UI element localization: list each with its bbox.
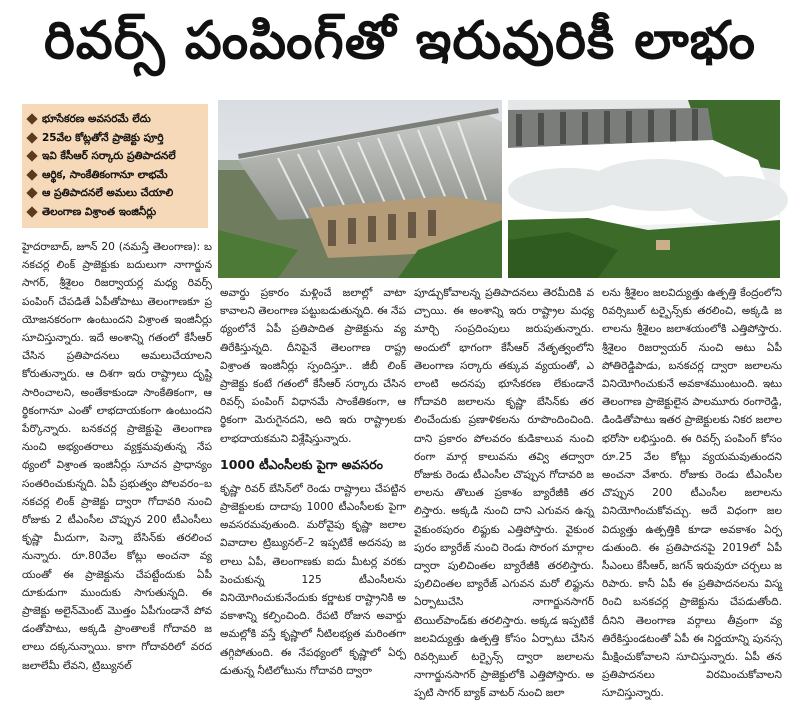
diamond-bullet-icon — [26, 132, 37, 143]
spillway-photo — [508, 100, 780, 278]
highlights-box — [22, 104, 208, 228]
diamond-bullet-icon — [26, 169, 37, 180]
article-column-2 — [220, 284, 406, 677]
dam-photo-icon — [218, 100, 502, 278]
article-subhead: 1000 టీఎంసీలకు పైగా అవసరం — [220, 456, 384, 472]
article-paragraph: లను శ్రీశైలం జలవిద్యుత్తు ఉత్పత్తి కేంద్రంలోని రివర్సిబుల్ టర్బైన్స్‌కు తరలించి, అక్కడి జలాలను శ్రీశైలం జలాశయంలోకి ఎత్తిపోస్తారు. శ్రీశైలం రిజర్వాయర్ నుంచి అటు ఏపీ పోతిరెడ్డిపాడు, బనకచర్ల ద్వారా జలాలను వినియోగించుకునే అవకాశముంటుంది. ఇటు తెలంగాణ ప్రాజెక్టులైన పాలమూరు రంగారెడ్డి, డిండితోపాటు ఇతర ప్రాజెక్టులకు నికర జలాల భరోసా లభిస్తుంది. ఈ రివర్స్ పంపింగ్ కోసం రూ.25 వేల కోట్లు వ్యయమవుతుందని అంచనా వేశారు. రోజుకు రెండు టీఎంసీల చొప్పున 200 టీఎంసీల జలాలను వినియోగించుకోవచ్చు. అదే విధంగా జలవిద్యుత్తు ఉత్పత్తికి కూడా అవకాశం ఏర్పడుతుంది. ఈ ప్రతిపాదనపై 2019లో ఏపీ సీఎంలు కేసీఆర్, జగన్ ఇరువురూ చర్చలు జరిపారు. కానీ ఏపీ ఈ ప్రతిపాదనలను విస్మరించి బనకచర్ల ప్రాజెక్టును చేపడుతోంది. దీనిని తెలంగాణ వర్గాలు తీవ్రంగా వ్యతిరేకిస్తుండటంతో ఏపీ ఈ నిర్ణయాన్ని పునస్సమీక్షించుకోవాలని సూచిస్తున్నారు. ఏపీ తన ప్రతిపాదనలు విరమించుకోవాలని సూచిస్తున్నారు. — [602, 287, 782, 700]
diamond-bullet-icon — [26, 206, 37, 217]
highlight-item — [28, 110, 202, 129]
diamond-bullet-icon — [26, 188, 37, 199]
highlight-item — [28, 147, 202, 166]
article-column-3 — [414, 284, 594, 700]
highlight-text: ఆ ప్రతిపాదనలే అమలు చేయాలి — [42, 187, 174, 199]
highlight-text: 25వేల కోట్లతోనే ప్రాజెక్టు పూర్తి — [42, 131, 164, 144]
article-column-4 — [602, 284, 782, 700]
diamond-bullet-icon — [26, 151, 37, 162]
highlight-item — [28, 203, 202, 222]
highlight-item — [28, 184, 202, 203]
headline: రివర్స్ పంపింగ్‌తో ఇరువురికీ లాభం — [43, 10, 757, 71]
article-paragraph: కృష్ణా రివర్ బేసిన్‌లో రెండు రాష్ట్రాలు చేపట్టిన ప్రాజెక్టులకు దాదాపు 1000 టీఎంసీలకు పైగా అవసరమవుతుంది. మరోవైపు కృష్ణా జలాల వివాదాల ట్రిబ్యునల్–2 ఇప్పటికే అదనపు జలాలు ఏపీ, తెలంగాణకు ఐదు మీటర్ల వరకు పెంచుకున్న 125 టీఎంసీలను వినియోగించుకునేందుకు కర్ణాటక రాష్ట్రానికి అవకాశాన్ని కల్పించింది. రేపటి రోజున అవార్డు అమల్లోకి వస్తే కృష్ణాలో నీటిలభ్యత మరింతగా తగ్గిపోతుంది. ఈ నేపథ్యంలో కృష్ణాలో ఏర్పడుతున్న నీటిలోటును గోదావరి ద్వారా — [220, 482, 406, 677]
highlight-item — [28, 129, 202, 148]
article-paragraph: అవార్డు ప్రకారం మళ్లించే జలాల్లో వాటా కావాలని తెలంగాణ పట్టుబడుతున్నది. ఈ నేపథ్యంలోనే ఏపీ ప్రతిపాదిత ప్రాజెక్టును వ్యతిరేకిస్తున్నది. దీనిపైనే తెలంగాణ రాష్ట్ర విశ్రాంత ఇంజినీర్లు స్పందిస్తూ.. జీబీ లింక్ ప్రాజెక్టు కంటే గతంలో కేసీఆర్ సర్కారు చేసిన రివర్స్ పంపింగ్ విధానమే సాంకేతికంగా, ఆర్థికంగా మెరుగైనదని, అది ఇరు రాష్ట్రాలకు లాభదాయకమని విశ్లేషిస్తున్నారు. — [220, 287, 406, 445]
highlight-text: భూసేకరణ అవసరమే లేదు — [42, 113, 151, 125]
article-paragraph: హైదరాబాద్, జూన్ 20 (నమస్తే తెలంగాణ): బనకచర్ల లింక్ ప్రాజెక్టుకు బదులుగా నాగార్జునసాగర్, శ్రీశైలం రిజర్వాయర్ల మధ్య రివర్స్ పంపింగ్ చేపడితే ఏపీతోపాటు తెలంగాణకూ ప్రయోజనకరంగా ఉంటుందని విశ్రాంత ఇంజినీర్లు సూచిస్తున్నారు. ఇదే అంశాన్ని గతంలో కేసీఆర్ చేసిన ప్రతిపాదనలు అమలుచేయాలని కోరుతున్నారు. ఆ దిశగా ఇరు రాష్ట్రాలు దృష్టి సారించాలని, అంతేకాకుండా సాంకేతికంగా, ఆర్థికంగానూ ఎంతో లాభదాయకంగా ఉంటుందని పేర్కొన్నారు. బనకచర్ల ప్రాజెక్టుపై తెలంగాణ నుంచి అభ్యంతరాలు వ్యక్తమవుతున్న నేపథ్యంలో విశ్రాంత ఇంజినీర్లు సూచన ప్రాధాన్యం సంతరించుకున్నది. ఏపీ ప్రభుత్వం పోలవరం–బనకచర్ల లింక్ ప్రాజెక్టు ద్వారా గోదావరి నుంచి రోజుకు 2 టీఎంసీల చొప్పున 200 టీఎంసీలు కృష్ణా మీదుగా, పెన్నా బేసిన్‌కు తరలించనున్నారు. రూ.80వేల కోట్లు అంచనా వ్యయంతో ఈ ప్రాజెక్టును చేపట్టేందుకు ఏపీ దూకుడుగా ముందుకు సాగుతున్నది. ఈ ప్రాజెక్టు అలైన్‌మెంట్ మొత్తం ఏపీగుండానే పోవడంతోపాటు, అక్కడి ప్రాంతాలకే గోదావరి జలాలు దక్కనున్నాయి. కాగా గోదావరిలో వరద జలాలేమీ లేవని, ట్రిబ్యునల్ — [22, 241, 212, 672]
dam-photo — [218, 100, 502, 278]
highlight-text: ఇవి కేసీఆర్ సర్కారు ప్రతిపాదనలే — [42, 150, 176, 162]
spillway-photo-icon — [508, 100, 780, 278]
article-paragraph: పూడ్చుకోవాలన్న ప్రతిపాదనలు తెరమీదికి వచ్చాయి. ఈ అంశాన్ని ఇరు రాష్ట్రాల మధ్య మార్చి సంప్రదింపులు జరుపుతున్నారు. అందులో భాగంగా కేసీఆర్ నేతృత్వంలోని తెలంగాణ సర్కారు తక్కువ వ్యయంతో, ఎలాంటి అదనపు భూసేకరణ లేకుండానే గోదావరి జలాలను కృష్ణా బేసిన్‌కు తరలించేందుకు ప్రణాళికలను రూపొందించింది. దాని ప్రకారం పోలవరం కుడికాలువ నుంచి రంగా మార్గ కాలువను తవ్వి తద్వారా రోజుకు రెండు టీఎంసీల చొప్పున గోదావరి జలాలను తొలుత ప్రకాశం బ్యారేజీకి తరలిస్తారు. అక్కడి నుంచి దాని ఎగువన ఉన్న వైకుంఠపురం లిఫ్టుకు ఎత్తిపోస్తారు. వైకుంఠపురం బ్యారేజ్ నుంచి రెండు సొరంగ మార్గాల ద్వారా పులిచింతల బ్యారేజీకి తరలిస్తారు. పులిచింతల బ్యారేజ్ ఎగువన మరో లిఫ్టును ఏర్పాటుచేసి నాగార్జునసాగర్ టెయిల్‌పాండ్‌కు తరలిస్తారు. అక్కడ ఇప్పటికే జలవిద్యుత్తు ఉత్పత్తి కోసం ఏర్పాటు చేసిన రివర్సిబుల్ టర్బైన్స్ ద్వారా జలాలను నాగార్జునసాగర్ ప్రాజెక్టులోకి ఎత్తిపోస్తారు. అప్పటి సాగర్ బ్యాక్ వాటర్ నుంచి జలా — [414, 287, 594, 700]
highlight-text: ఆర్థిక, సాంకేతికంగానూ లాభమే — [42, 168, 168, 181]
highlight-text: తెలంగాణ విశ్రాంత ఇంజినీర్లు — [42, 205, 157, 218]
article-column-1 — [22, 238, 212, 672]
highlight-item — [28, 166, 202, 185]
diamond-bullet-icon — [26, 114, 37, 125]
